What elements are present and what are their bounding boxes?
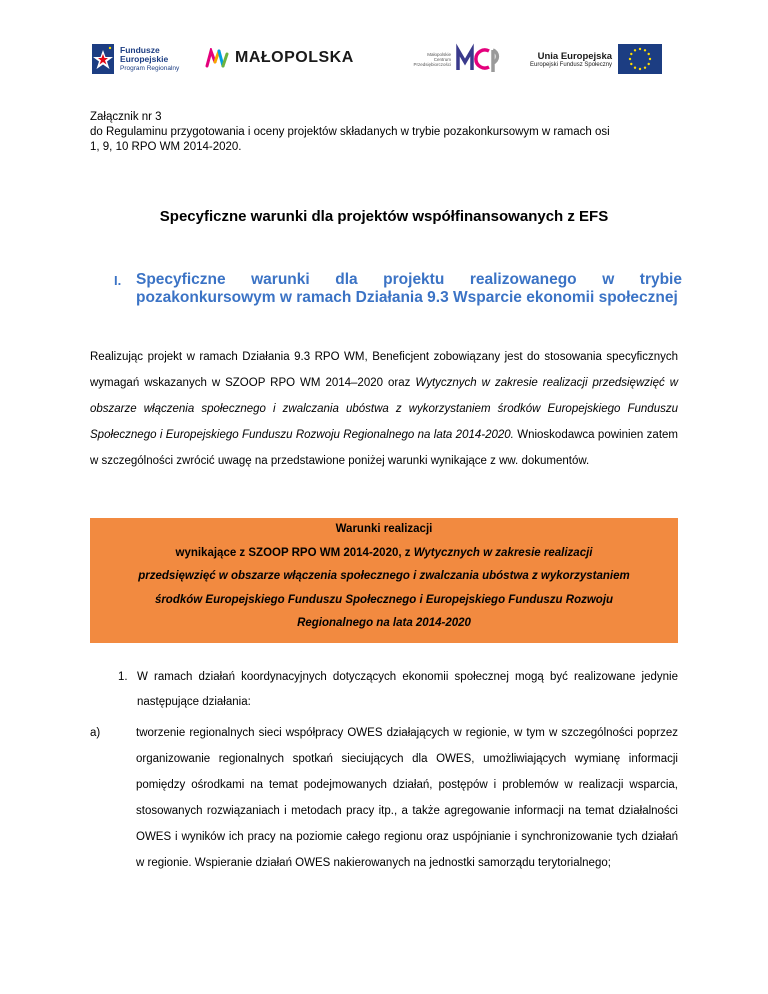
intro-part2: Wnioskodawca powinien zatem w szczególności zwrócić uwagę na przedstawione poniżej warunki wynikające z ww. dokumentów. — [90, 429, 678, 467]
section-heading — [114, 271, 682, 307]
ue-line2: Europejski Fundusz Społeczny — [530, 61, 613, 68]
section-heading-text: Specyficzne warunki dla projektu realizowanego w trybie pozakonkursowym w ramach Działania 9.3 Wsparcie ekonomii społecznej — [136, 271, 682, 306]
unia-europejska-logo — [530, 44, 662, 74]
malopolska-logo — [205, 48, 354, 68]
fe-line3: Program Regionalny — [120, 64, 180, 72]
mcp-mark-icon — [455, 42, 505, 76]
page-title: Specyficzne warunki dla projektów współfinansowanych z EFS — [159, 208, 609, 225]
malopolska-text: MAŁOPOLSKA — [235, 49, 354, 66]
item-a-label: a) — [90, 727, 101, 739]
mcp-line2: Centrum — [433, 56, 451, 62]
section-number: I. — [114, 273, 122, 288]
item1-text: W ramach działań koordynacyjnych dotyczących ekonomii społecznej mogą być realizowane jedynie następujące działania: — [137, 671, 678, 708]
intro-italic: Wytycznych w zakresie realizacji przedsięwzięć w obszarze włączenia społecznego i zwalczania ubóstwa z wykorzystaniem środków Europejskiego Funduszu Społecznego i Europejskiego Funduszu Rozwoju Regionalnego na lata 2014-2020. — [90, 377, 678, 441]
ue-line1: Unia Europejska — [537, 50, 613, 62]
item-a-text — [136, 720, 678, 876]
annex-line2: do Regulaminu przygotowania i oceny projektów składanych w trybie pozakonkursowym w ramach osi — [90, 126, 610, 138]
box-line2a: wynikające z SZOOP RPO WM 2014-2020, z — [175, 546, 414, 559]
fe-star-icon — [90, 42, 116, 76]
malopolska-m-icon — [205, 48, 229, 68]
item1-label: 1. — [118, 671, 128, 683]
annex-line1: Załącznik nr 3 — [90, 111, 162, 123]
logo-bar — [90, 42, 680, 82]
box-line2b: Wytycznych w zakresie realizacji — [413, 546, 593, 559]
eu-flag-icon — [618, 44, 662, 74]
annex-note — [90, 110, 690, 155]
mcp-line3: Przedsiębiorczości — [413, 61, 451, 67]
annex-line3: 1, 9, 10 RPO WM 2014-2020. — [90, 141, 242, 153]
box-line4: środków Europejskiego Funduszu Społecznego i Europejskiego Funduszu Rozwoju — [154, 593, 614, 606]
conditions-box — [90, 518, 678, 643]
box-line3: przedsięwzięć w obszarze włączenia społecznego i zwalczania ubóstwa z wykorzystaniem — [138, 570, 630, 582]
box-line5: Regionalnego na lata 2014-2020 — [297, 617, 471, 629]
intro-paragraph — [90, 344, 678, 474]
fe-line1: Fundusze — [120, 44, 160, 55]
fundusze-europejskie-logo — [90, 42, 179, 76]
item-a-body: tworzenie regionalnych sieci współpracy OWES działających w regionie, w tym w szczególności poprzez organizowanie regionalnych spotkań sieciujących dla OWES, umożliwiających wymianę informacji pomiędzy ośrodkami na temat podejmowanych działań, postępów i problemów w realizacji wsparcia, stosowanych rozwiązaniach i metodach pracy itp., a także agregowanie informacji na temat działalności OWES i wyników ich pracy na poziomie całego regionu oraz uspójnianie i synchronizowanie tych działań w regionie. Wspieranie działań OWES nakierowanych na jednostki samorządu terytorialnego; — [136, 727, 678, 869]
list-item-1 — [118, 665, 678, 715]
mcp-logo — [407, 42, 505, 76]
box-line2 — [90, 542, 678, 566]
box-line1: Warunki realizacji — [335, 523, 433, 535]
intro-part1: Realizując projekt w ramach Działania 9.3 RPO WM, Beneficjent zobowiązany jest do stosowania specyficznych wymagań wskazanych w SZOOP RPO WM 2014–2020 oraz — [90, 351, 678, 389]
fe-line2: Europejskie — [120, 53, 169, 64]
mcp-line1: Małopolskie — [427, 51, 451, 57]
list-item-a — [90, 720, 678, 876]
